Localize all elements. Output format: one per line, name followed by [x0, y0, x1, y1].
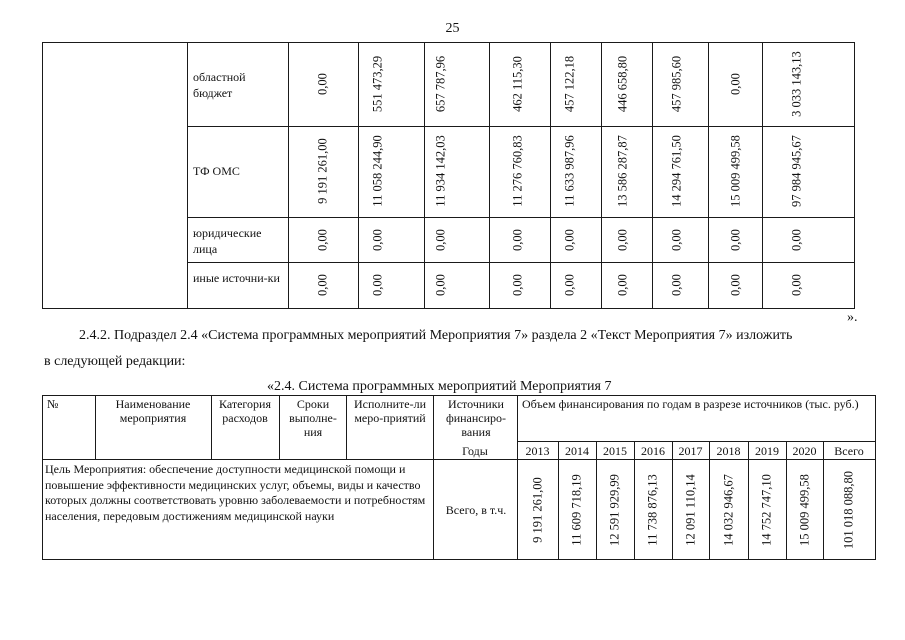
total-value: 11 738 876,13	[645, 474, 660, 546]
value-cell: 0,00	[510, 229, 525, 251]
value-cell: 11 934 142,03	[433, 135, 448, 207]
value-cell: 13 586 287,87	[615, 135, 630, 207]
value-cell: 0,00	[615, 274, 630, 296]
total-value: 14 752 747,10	[759, 474, 774, 546]
value-cell: 551 473,29	[370, 55, 385, 113]
value-cell: 462 115,30	[510, 56, 525, 112]
row-label-tfoms: ТФ ОМС	[193, 164, 240, 178]
value-cell: 0,00	[615, 229, 630, 251]
value-cell: 0,00	[728, 229, 743, 251]
amendment-paragraph-line-2: в следующей редакции:	[44, 354, 186, 369]
value-cell: 0,00	[315, 73, 330, 95]
amendment-paragraph-line-1: 2.4.2. Подраздел 2.4 «Система программных мероприятий Мероприятия 7» раздела 2 «Текст Мероприятия 7» изложить	[79, 328, 793, 343]
value-cell: 0,00	[562, 229, 577, 251]
value-cell: 0,00	[669, 229, 684, 251]
value-cell: 457 122,18	[562, 55, 577, 113]
year-header: 2018	[716, 444, 741, 458]
total-value: 15 009 499,58	[797, 474, 812, 546]
year-header: 2015	[603, 444, 627, 458]
total-value: 9 191 261,00	[530, 477, 545, 543]
total-value: 12 091 110,14	[683, 474, 698, 546]
value-cell: 3 033 143,13	[789, 51, 804, 117]
total-value: 14 032 946,67	[721, 474, 736, 546]
value-cell: 0,00	[789, 229, 804, 251]
value-cell: 0,00	[433, 274, 448, 296]
value-cell: 0,00	[728, 274, 743, 296]
total-value: 12 591 929,99	[607, 474, 622, 546]
value-cell: 9 191 261,00	[315, 138, 330, 204]
closing-quote: ».	[847, 310, 858, 325]
year-header: 2016	[641, 444, 665, 458]
value-cell: 0,00	[562, 274, 577, 296]
value-cell: 0,00	[370, 274, 385, 296]
year-header: 2020	[792, 444, 817, 458]
value-cell: 11 058 244,90	[370, 135, 385, 207]
value-cell: 0,00	[315, 274, 330, 296]
total-value: 11 609 718,19	[569, 474, 584, 546]
value-cell: 0,00	[669, 274, 684, 296]
header-name: Наименование мероприятия	[115, 397, 191, 425]
total-label: Всего, в т.ч.	[445, 503, 507, 517]
value-cell: 0,00	[789, 274, 804, 296]
value-cell: 15 009 499,58	[728, 135, 743, 207]
header-sources: Источники финансиро-вания	[445, 397, 507, 439]
value-cell: 0,00	[370, 229, 385, 251]
year-header: 2019	[755, 444, 779, 458]
header-number: №	[47, 397, 59, 411]
goal-text: Цель Мероприятия: обеспечение доступности медицинской помощи и повышение эффективности медицинских услуг, объемы, виды и качество которых должны соответствовать уровню заболеваемости и потребностям населения, передовым достижениям медицинской науки	[45, 462, 426, 523]
row-label-other-sources: иные источни-ки	[193, 271, 280, 285]
value-cell: 0,00	[433, 229, 448, 251]
section-title: «2.4. Система программных мероприятий Мероприятия 7	[267, 379, 612, 394]
value-cell: 657 787,96	[433, 55, 448, 113]
value-cell: 0,00	[315, 229, 330, 251]
year-header: 2013	[525, 444, 550, 458]
row-label-regional-budget: областной бюджет	[193, 70, 246, 100]
value-cell: 457 985,60	[669, 55, 684, 113]
value-cell: 11 276 760,83	[510, 135, 525, 207]
value-cell: 0,00	[728, 73, 743, 95]
value-cell: 446 658,80	[615, 55, 630, 113]
header-executors: Исполните-ли меро-приятий	[353, 397, 427, 425]
total-value: 101 018 088,80	[841, 470, 856, 550]
header-years-label: Годы	[462, 444, 488, 458]
header-volume: Объем финансирования по годам в разрезе источников (тыс. руб.)	[522, 397, 859, 411]
row-label-legal-entities: юридические лица	[193, 226, 262, 256]
value-cell: 0,00	[510, 274, 525, 296]
header-category: Категория расходов	[219, 397, 271, 425]
value-cell: 97 984 945,67	[789, 135, 804, 207]
year-header: 2014	[565, 444, 589, 458]
year-header-total: Всего	[834, 444, 864, 458]
value-cell: 14 294 761,50	[669, 135, 684, 207]
page-number: 25	[445, 21, 460, 36]
value-cell: 11 633 987,96	[562, 135, 577, 207]
header-term: Сроки выполне-ния	[289, 397, 337, 439]
year-header: 2017	[678, 444, 703, 458]
